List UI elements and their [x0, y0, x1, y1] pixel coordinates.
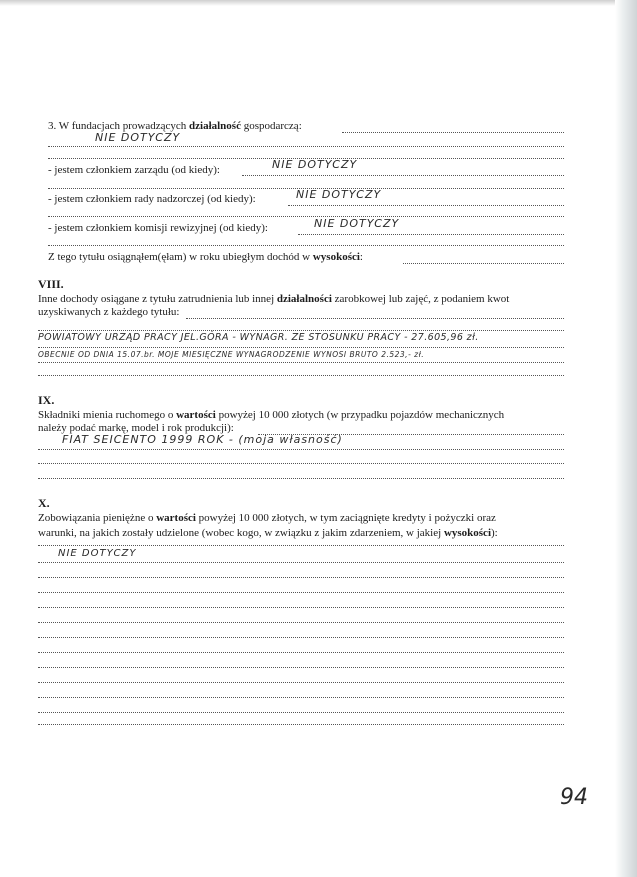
sec8-dotted-line-3: [38, 347, 564, 348]
q3-bold: działalność: [189, 120, 241, 132]
rada-label: - jestem członkiem rady nadzorczej (od kiedy):: [48, 193, 256, 205]
sec10-dotted-line-5: [38, 607, 564, 608]
sec9-dotted-line-3: [38, 463, 564, 464]
sec10-dotted-line-2: [38, 562, 564, 563]
sec8-answer-1: POWIATOWY URZĄD PRACY JEL.GÓRA - WYNAGR. ZE STOSUNKU PRACY - 27.605,96 zł.: [38, 332, 479, 343]
sec9-line2: należy podać markę, model i rok produkcji):: [38, 422, 234, 434]
q3-dotted-line: [342, 132, 564, 133]
sec10-line2-prefix: warunki, na jakich zostały udzielone (wobec kogo, w związku z jakim zdarzeniem, w jakiej: [38, 527, 444, 539]
sec10-line1-bold: wartości: [156, 512, 196, 524]
sec9-dotted-line-4: [38, 478, 564, 479]
sec10-line2: [38, 527, 498, 540]
sec9-line1-prefix: Składniki mienia ruchomego o: [38, 409, 177, 421]
komisja-label: - jestem członkiem komisji rewizyjnej (od kiedy):: [48, 222, 268, 234]
sec10-dotted-line-11: [38, 697, 564, 698]
sec10-line2-bold: wysokości: [443, 527, 491, 539]
sec10-dotted-line-7: [38, 637, 564, 638]
sec8-dotted-line-5: [38, 375, 564, 376]
sec10-numeral: X.: [38, 496, 50, 510]
sec9-dotted-line-2: [38, 449, 564, 450]
sec8-dotted-line-2: [38, 330, 564, 331]
sec9-numeral: IX.: [38, 393, 55, 407]
sec9-line1-suffix: powyżej 10 000 złotych (w przypadku pojazdów mechanicznych: [215, 409, 505, 421]
sec8-line1-prefix: Inne dochody osiągane z tytułu zatrudnienia lub innej: [38, 293, 277, 305]
zarzad-answer: NIE DOTYCZY: [272, 158, 358, 171]
sec10-line1: [38, 512, 496, 525]
komisja-answer: NIE DOTYCZY: [314, 217, 400, 230]
sec10-dotted-line-1: [38, 545, 564, 546]
dochod-prefix: Z tego tytułu osiągnąłem(ęłam) w roku ubiegłym dochód w: [48, 251, 313, 263]
sec9-line1: [38, 409, 504, 422]
sec10-dotted-line-6: [38, 622, 564, 623]
page-number: 94: [560, 785, 588, 810]
sec8-dotted-line-4: [38, 362, 564, 363]
sec10-line1-prefix: Zobowiązania pieniężne o: [38, 512, 157, 524]
sec9-line1-bold: wartości: [176, 409, 216, 421]
sec10-dotted-line-8: [38, 652, 564, 653]
sec9-answer: FIAT SEICENTO 1999 ROK - (moja własność): [62, 433, 343, 446]
sec8-line1-suffix: zarobkowej lub zajęć, z podaniem kwot: [331, 293, 510, 305]
rada-answer: NIE DOTYCZY: [296, 188, 382, 201]
sec8-answer-2: OBECNIE OD DNIA 15.07.br. MOJE MIESIĘCZNE WYNAGRODZENIE WYNOSI BRUTO 2.523,- zł.: [38, 350, 425, 359]
rada-dotted-line-2: [48, 216, 564, 217]
sec8-numeral: VIII.: [38, 277, 64, 291]
zarzad-label: - jestem członkiem zarządu (od kiedy):: [48, 164, 220, 176]
sec8-dotted-line: [186, 318, 564, 319]
dochod-bold: wysokości: [312, 251, 360, 263]
sec10-dotted-line-9: [38, 667, 564, 668]
sec10-line1-suffix: powyżej 10 000 złotych, w tym zaciągnięte kredyty i pożyczki oraz: [195, 512, 496, 524]
komisja-dotted-line: [298, 234, 564, 235]
sec8-line1: [38, 293, 509, 306]
dochod-dotted-line: [403, 263, 564, 264]
komisja-dotted-line-2: [48, 245, 564, 246]
sec10-dotted-line-13: [38, 724, 564, 725]
sec10-dotted-line-4: [38, 592, 564, 593]
q3-suffix: gospodarczą:: [240, 120, 302, 132]
zarzad-dotted-line: [242, 175, 564, 176]
sec8-line1-bold: działalności: [276, 293, 332, 305]
sec10-dotted-line-12: [38, 712, 564, 713]
sec8-line2: uzyskiwanych z każdego tytułu:: [38, 306, 180, 318]
q3-prefix: 3. W fundacjach prowadzących: [48, 120, 190, 132]
q3-dotted-line-2: [48, 146, 564, 147]
sec10-answer: NIE DOTYCZY: [58, 548, 137, 559]
dochod-suffix: :: [359, 251, 363, 263]
sec10-dotted-line-3: [38, 577, 564, 578]
sec10-line2-suffix: ):: [491, 527, 498, 539]
dochod-label: [48, 251, 363, 264]
rada-dotted-line: [288, 205, 564, 206]
sec10-dotted-line-10: [38, 682, 564, 683]
q3-answer: NIE DOTYCZY: [95, 131, 181, 144]
